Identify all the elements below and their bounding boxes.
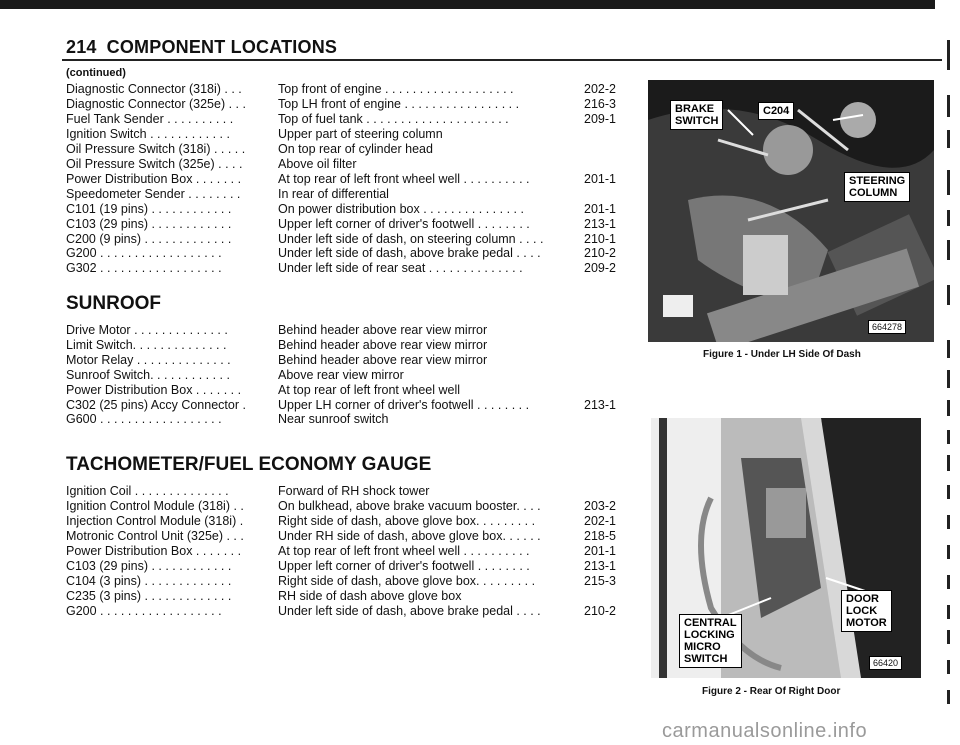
list-item <box>66 589 626 604</box>
component-location: Under left side of dash, above brake pedal . . . . <box>278 603 541 618</box>
component-name: C103 (29 pins) . . . . . . . . . . . . <box>66 216 232 231</box>
list-item <box>66 604 626 619</box>
component-location: Right side of dash, above glove box. . . . . . . . . <box>278 573 536 588</box>
list-item <box>66 82 626 97</box>
component-location: Under left side of dash, on steering column . . . . <box>278 231 544 246</box>
component-name: Motor Relay . . . . . . . . . . . . . . <box>66 352 231 367</box>
component-location: Upper left corner of driver's footwell . . . . . . . . <box>278 216 530 231</box>
page-reference: 202-1 <box>584 513 616 528</box>
component-name: Power Distribution Box . . . . . . . <box>66 171 242 186</box>
list-item <box>66 499 626 514</box>
figure-2-caption: Figure 2 - Rear Of Right Door <box>702 686 841 697</box>
list-item <box>66 529 626 544</box>
component-name: Oil Pressure Switch (325e) . . . . <box>66 156 243 171</box>
list-item <box>66 574 626 589</box>
component-location: At top rear of left front wheel well . . . . . . . . . . <box>278 543 530 558</box>
list-item <box>66 353 626 368</box>
list-item <box>66 323 626 338</box>
component-location: Above rear view mirror <box>278 367 404 382</box>
component-name: C302 (25 pins) Accy Connector . <box>66 397 246 412</box>
list-item <box>66 514 626 529</box>
list-item <box>66 398 626 413</box>
label-brake-switch: BRAKE SWITCH <box>670 100 723 130</box>
page-number: 214 <box>66 37 97 57</box>
page-title: COMPONENT LOCATIONS <box>106 37 338 57</box>
label-central-locking-micro-switch: CENTRAL LOCKING MICRO SWITCH <box>679 614 742 668</box>
page-reference: 213-1 <box>584 558 616 573</box>
list-item <box>66 202 626 217</box>
component-name: Injection Control Module (318i) . <box>66 513 244 528</box>
list-item <box>66 559 626 574</box>
component-name: Ignition Switch . . . . . . . . . . . . <box>66 126 230 141</box>
label-door-lock-motor: DOOR LOCK MOTOR <box>841 590 892 632</box>
component-location: RH side of dash above glove box <box>278 588 462 603</box>
list-item <box>66 97 626 112</box>
component-location: Top front of engine . . . . . . . . . . . . . . . . . . . <box>278 82 514 96</box>
list-item <box>66 157 626 172</box>
page-header <box>66 37 337 58</box>
component-location: At top rear of left front wheel well . . . . . . . . . . <box>278 171 530 186</box>
page-reference: 215-3 <box>584 573 616 588</box>
component-location: Right side of dash, above glove box. . . . . . . . . <box>278 513 536 528</box>
component-location: On top rear of cylinder head <box>278 141 433 156</box>
page-reference: 210-2 <box>584 603 616 618</box>
component-location: Upper LH corner of driver's footwell . . . . . . . . <box>278 397 530 412</box>
figure-1-code: 664278 <box>868 320 906 334</box>
component-name: Power Distribution Box . . . . . . . <box>66 382 242 397</box>
component-name: Fuel Tank Sender . . . . . . . . . . <box>66 111 234 126</box>
continued-label: (continued) <box>66 67 126 79</box>
component-name: Diagnostic Connector (325e) . . . <box>66 96 246 111</box>
component-name: Speedometer Sender . . . . . . . . <box>66 186 241 201</box>
component-location: Above oil filter <box>278 156 357 171</box>
list-item <box>66 112 626 127</box>
component-location: Top LH front of engine . . . . . . . . . . . . . . . . . <box>278 96 520 111</box>
component-location: Under RH side of dash, above glove box. . . . . . <box>278 528 541 543</box>
component-name: Ignition Coil . . . . . . . . . . . . . . <box>66 484 229 498</box>
component-name: C235 (3 pins) . . . . . . . . . . . . . <box>66 588 232 603</box>
component-location: Behind header above rear view mirror <box>278 323 488 337</box>
component-location: On bulkhead, above brake vacuum booster. . . . <box>278 498 541 513</box>
page-reference: 210-1 <box>584 231 616 246</box>
component-name: G200 . . . . . . . . . . . . . . . . . . <box>66 246 222 261</box>
component-name: Diagnostic Connector (318i) . . . <box>66 82 242 96</box>
component-location: Forward of RH shock tower <box>278 484 430 498</box>
component-name: G200 . . . . . . . . . . . . . . . . . . <box>66 603 222 618</box>
component-location: Upper part of steering column <box>278 126 443 141</box>
component-name: C104 (3 pins) . . . . . . . . . . . . . <box>66 573 232 588</box>
section-heading-tachometer: TACHOMETER/FUEL ECONOMY GAUGE <box>66 454 432 475</box>
page-reference: 201-1 <box>584 171 616 186</box>
scan-right-edge <box>935 0 960 745</box>
page-reference: 201-1 <box>584 543 616 558</box>
page-reference: 202-2 <box>584 82 616 96</box>
list-item <box>66 232 626 247</box>
page-reference: 210-2 <box>584 246 616 261</box>
list-item <box>66 412 626 427</box>
figure-1-caption: Figure 1 - Under LH Side Of Dash <box>703 349 861 360</box>
component-name: G600 . . . . . . . . . . . . . . . . . . <box>66 412 222 427</box>
component-location: On power distribution box . . . . . . . . . . . . . . . <box>278 201 524 216</box>
page-reference: 209-1 <box>584 111 616 126</box>
list-item <box>66 484 626 499</box>
component-name: Ignition Control Module (318i) . . <box>66 498 244 513</box>
list-item <box>66 338 626 353</box>
page-reference: 216-3 <box>584 96 616 111</box>
component-name: Limit Switch. . . . . . . . . . . . . . <box>66 337 227 352</box>
component-name: C103 (29 pins) . . . . . . . . . . . . <box>66 558 232 573</box>
figure-1-photo <box>648 80 934 342</box>
component-location: Behind header above rear view mirror <box>278 337 488 352</box>
list-item <box>66 127 626 142</box>
list-item <box>66 217 626 232</box>
component-location: Under left side of rear seat . . . . . . . . . . . . . . <box>278 261 523 276</box>
section-heading-sunroof: SUNROOF <box>66 293 161 314</box>
component-name: Motronic Control Unit (325e) . . . <box>66 528 244 543</box>
component-name: G302 . . . . . . . . . . . . . . . . . . <box>66 261 222 276</box>
component-location: Near sunroof switch <box>278 412 389 427</box>
list-item <box>66 172 626 187</box>
component-location: Under left side of dash, above brake pedal . . . . <box>278 246 541 261</box>
page-reference: 209-2 <box>584 261 616 276</box>
component-location: Upper left corner of driver's footwell . . . . . . . . <box>278 558 530 573</box>
page-reference: 213-1 <box>584 397 616 412</box>
component-location: In rear of differential <box>278 186 389 201</box>
page-reference: 218-5 <box>584 528 616 543</box>
component-name: Sunroof Switch. . . . . . . . . . . . <box>66 367 230 382</box>
list-item <box>66 383 626 398</box>
scan-top-border <box>0 0 960 9</box>
figure-2-photo <box>651 418 921 678</box>
component-location: Top of fuel tank . . . . . . . . . . . . . . . . . . . . . <box>278 111 509 126</box>
list-item <box>66 142 626 157</box>
component-name: Drive Motor . . . . . . . . . . . . . . <box>66 323 228 337</box>
figure-2-code: 66420 <box>869 656 902 670</box>
component-name: C200 (9 pins) . . . . . . . . . . . . . <box>66 231 232 246</box>
component-name: Power Distribution Box . . . . . . . <box>66 543 242 558</box>
list-item <box>66 246 626 261</box>
component-location: At top rear of left front wheel well <box>278 382 461 397</box>
page-reference: 203-2 <box>584 498 616 513</box>
page-reference: 201-1 <box>584 201 616 216</box>
header-rule <box>62 59 942 61</box>
list-item <box>66 544 626 559</box>
component-name: Oil Pressure Switch (318i) . . . . . <box>66 141 246 156</box>
page-reference: 213-1 <box>584 216 616 231</box>
list-item <box>66 187 626 202</box>
list-item <box>66 261 626 276</box>
label-c204: C204 <box>758 102 794 120</box>
component-name: C101 (19 pins) . . . . . . . . . . . . <box>66 201 232 216</box>
list-item <box>66 368 626 383</box>
component-location: Behind header above rear view mirror <box>278 352 488 367</box>
watermark-footer: carmanualsonline.info <box>662 720 868 742</box>
label-steering-column: STEERING COLUMN <box>844 172 910 202</box>
